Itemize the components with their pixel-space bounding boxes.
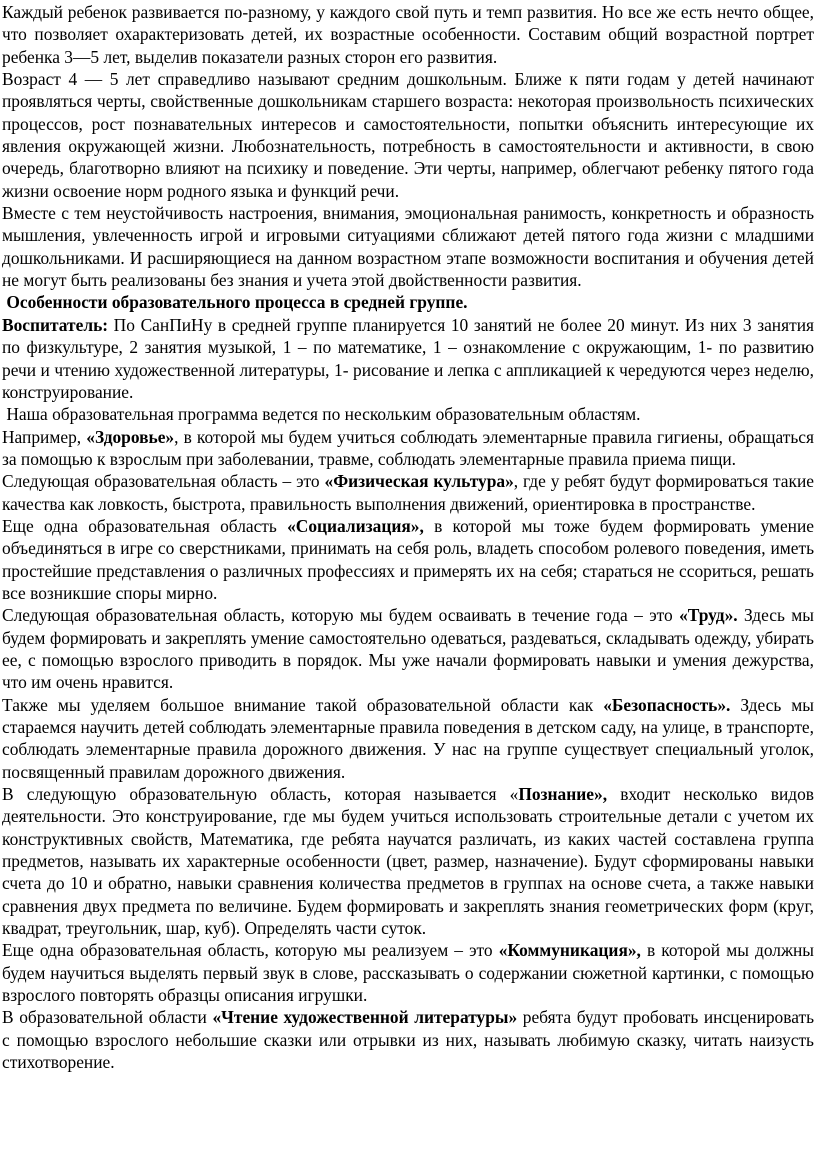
paragraph: [2, 515, 814, 604]
text-run: Также мы уделяем большое внимание такой образовательной области как: [2, 694, 604, 715]
text-run: Вместе с тем неустойчивость настроения, внимания, эмоциональная ранимость, конкретность и образность мышления, увлеченность игрой и игровыми ситуациями сближают детей пятого года жизни с младшими дошкольниками. И расширяющиеся на данном возрастном этапе возможности воспитания и обучения детей не могут быть реализованы без знания и учета этой двойственности развития.: [2, 203, 814, 291]
text-run: ребята будут пробовать инсценировать с помощью взрослого небольшие сказки или отрывки из них, называть любимую сказку, читать наизусть стихотворение.: [2, 1007, 814, 1073]
text-run: В образовательной области: [2, 1007, 213, 1028]
paragraph: [2, 403, 814, 425]
text-run: , в которой мы будем учиться соблюдать элементарные правила гигиены, обращаться за помощью к взрослым при заболевании, травме, соблюдать элементарные правила приема пищи.: [2, 426, 814, 469]
bold-text: «Коммуникация»,: [498, 940, 641, 961]
bold-text: Воспитатель:: [2, 314, 109, 335]
bold-text: «Здоровье»: [86, 426, 175, 447]
text-run: в которой мы тоже будем формировать умение объединяться в игре со сверстниками, принимать на себя роль, владеть способом ролевого поведения, иметь простейшие представления о различных профессиях и примерять их на себя; стараться не ссориться, решать все возникшие споры мирно.: [2, 515, 814, 603]
text-run: Возраст 4 — 5 лет справедливо называют средним дошкольным. Ближе к пяти годам у детей начинают проявляться черты, свойственные дошкольникам старшего возраста: некоторая произвольность психических процессов, рост познавательных интересов и самостоятельности, попытки объяснить интересующие их явления окружающей жизни. Любознательность, потребность в самостоятельности и активности, в свою очередь, благотворно влияют на психику и поведение. Эти черты, например, облегчают ребенку пятого года жизни освоение норм родного языка и функций речи.: [2, 69, 814, 201]
text-run: Например,: [2, 426, 87, 447]
bold-text: «Труд».: [679, 605, 738, 626]
paragraph: [2, 426, 814, 471]
paragraph: [2, 470, 814, 515]
paragraph: [2, 939, 814, 1006]
text-run: Каждый ребенок развивается по-разному, у каждого свой путь и темп развития. Но все же есть нечто общее, что позволяет охарактеризовать детей, их возрастные особенности. Составим общий возрастной портрет ребенка 3—5 лет, выделив показатели разных сторон его развития.: [2, 2, 814, 67]
bold-text: Познание»,: [518, 784, 608, 805]
text-run: По СанПиНу в средней группе планируется 10 занятий не более 20 минут. Из них 3 занятия по физкультуре, 2 занятия музыкой, 1 – по математике, 1 – ознакомление с окружающим, 1- по развитию речи и чтению художественной литературы, 1- рисование и лепка с аппликацией к чередуются через неделю, конструирование.: [2, 314, 814, 402]
bold-text: Особенности образовательного процесса в средней группе.: [2, 292, 468, 313]
paragraph: [2, 1006, 814, 1073]
text-run: В следующую образовательную область, которая называется «: [2, 784, 519, 805]
paragraph: [2, 783, 814, 939]
text-run: Здесь мы будем формировать и закреплять умение самостоятельно одеваться, раздеваться, складывать одежду, убирать ее, с помощью взрослого приводить в порядок. Мы уже начали формировать навыки и умения дежурства, что им очень нравится.: [2, 605, 814, 693]
paragraph: [2, 68, 814, 202]
bold-text: «Чтение художественной литературы»: [212, 1007, 518, 1028]
text-run: в которой мы должны будем научиться выделять первый звук в слове, рассказывать о содержании сюжетной картинки, с помощью взрослого повторять образцы описания игрушки.: [2, 940, 814, 1006]
text-run: Здесь мы стараемся научить детей соблюдать элементарные правила поведения в детском саду, на улице, в транспорте, соблюдать элементарные правила дорожного движения. У нас на группе существует специальный уголок, посвященный правилам дорожного движения.: [2, 694, 814, 782]
paragraph: [2, 202, 814, 291]
text-run: , где у ребят будут формироваться такие качества как ловкость, быстрота, правильность выполнения движений, ориентировка в пространстве.: [2, 471, 814, 514]
bold-text: «Безопасность».: [603, 694, 731, 715]
text-run: Еще одна образовательная область: [2, 515, 288, 536]
text-run: входит несколько видов деятельности. Это конструирование, где мы будем учиться использовать строительные детали с учетом их конструктивных свойств, Математика, где ребята научатся различать, из каких частей составлена группа предметов, называть их характерные особенности (цвет, размер, назначение). Будут сформированы навыки счета до 10 и обратно, навыки сравнения количества предметов в группах на основе счета, а также навыки сравнения двух предмета по величине. Будем формировать и закреплять знания геометрических форм (круг, квадрат, треугольник, шар, куб). Определять части суток.: [2, 784, 814, 939]
paragraph: [2, 314, 814, 403]
paragraph: [2, 604, 814, 693]
bold-text: «Физическая культура»: [324, 471, 514, 492]
paragraph: [2, 1, 814, 68]
text-run: Еще одна образовательная область, которую мы реализуем – это: [2, 940, 499, 961]
text-run: Следующая образовательная область, которую мы будем осваивать в течение года – это: [2, 605, 680, 626]
text-run: Наша образовательная программа ведется по нескольким образовательным областям.: [2, 404, 641, 425]
paragraph: [2, 694, 814, 783]
bold-text: «Социализация»,: [287, 515, 424, 536]
section-heading: [2, 291, 814, 313]
text-run: Следующая образовательная область – это: [2, 471, 325, 492]
